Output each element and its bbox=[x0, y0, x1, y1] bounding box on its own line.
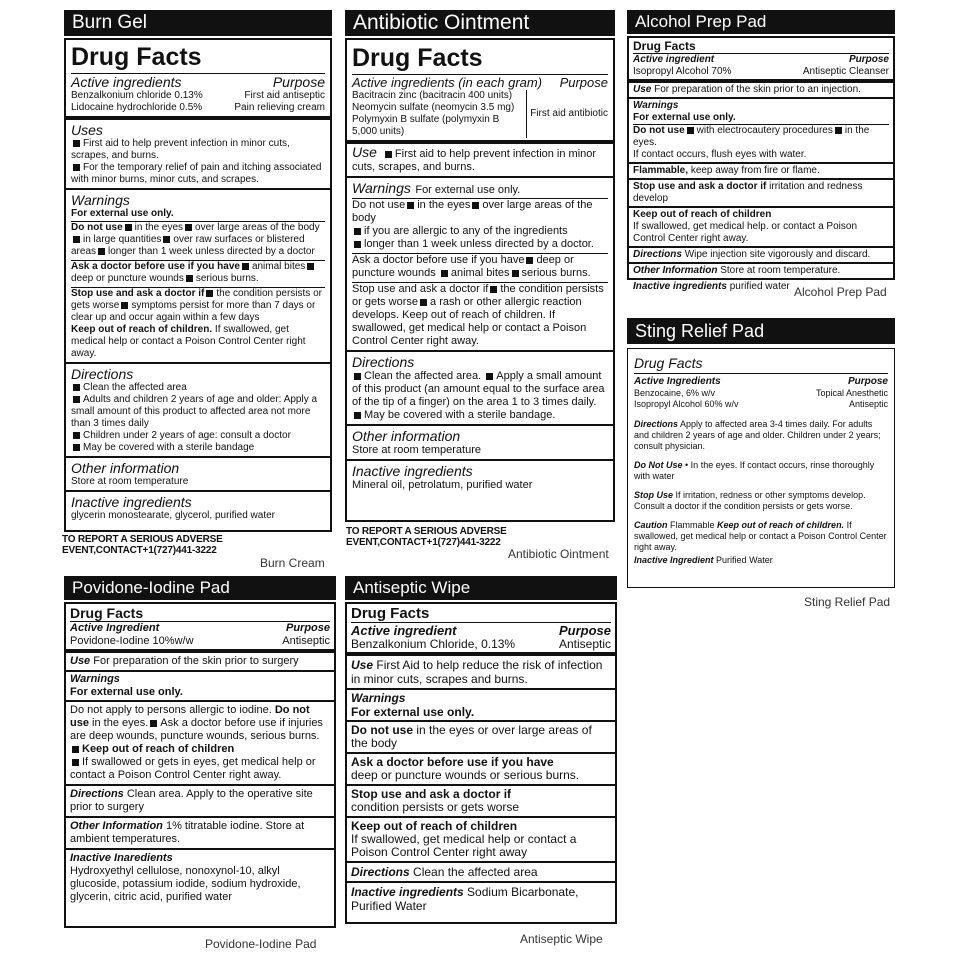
purpose: Pain relieving cream bbox=[234, 102, 325, 113]
bullet-icon bbox=[472, 202, 479, 209]
antibiotic-caption: Antibiotic Ointment bbox=[508, 547, 609, 561]
warning-item: longer than 1 week unless directed by a doctor. bbox=[364, 238, 594, 250]
external-use: For external use only. bbox=[71, 208, 174, 219]
antibiotic-title: Antibiotic Ointment bbox=[353, 11, 530, 34]
flammable-text: keep away from fire or flame. bbox=[690, 165, 820, 176]
other-info-label: Other Information bbox=[633, 265, 718, 276]
do-not-use-label: Do not use bbox=[70, 704, 310, 729]
bullet-icon bbox=[354, 228, 361, 235]
bullet-icon bbox=[206, 290, 213, 297]
use-label: Use bbox=[70, 655, 91, 667]
bullet-icon bbox=[354, 241, 361, 248]
keep-out-label: Keep out of reach of children bbox=[82, 743, 235, 755]
use-label: Use bbox=[352, 144, 377, 160]
keep-out-text: If swallowed, get medical help or contact a Poison Control Center right away bbox=[351, 832, 577, 859]
do-not-use-label: Do not use bbox=[633, 125, 685, 136]
inactive-label: Inactive ingredients bbox=[71, 494, 192, 510]
bullet-icon bbox=[163, 236, 170, 243]
alcohol-title: Alcohol Prep Pad bbox=[635, 12, 767, 31]
direction-item: May be covered with a sterile bandage. bbox=[364, 409, 556, 421]
inactive-text: glycerin monostearate, glycerol, purified water bbox=[71, 510, 275, 521]
warnings-label: Warnings bbox=[70, 673, 120, 685]
ingredient: Benzocaine, 6% w/v bbox=[634, 388, 716, 398]
purpose-label: Purpose bbox=[847, 376, 888, 387]
warning-item: serious burns. bbox=[195, 273, 259, 284]
direction-item: Clean the affected area bbox=[83, 382, 187, 393]
warning-item: over large areas of the body bbox=[195, 222, 320, 233]
inactive-label: Inactive ingredients bbox=[352, 463, 473, 479]
wipe-title: Antiseptic Wipe bbox=[353, 578, 471, 597]
use-label: Use bbox=[633, 84, 652, 95]
bullet-icon bbox=[354, 412, 361, 419]
warnings-label: Warnings bbox=[352, 180, 411, 196]
keep-out-label: Keep out of reach of children. bbox=[717, 520, 845, 530]
warning-item: Ask a doctor before use if injuries are deep wounds, puncture wounds, serious burns. bbox=[70, 717, 323, 742]
active-ingredients-label: Active ingredients bbox=[71, 74, 182, 90]
directions-label: Directions bbox=[70, 788, 124, 800]
warning-item: in large quantities bbox=[83, 234, 162, 245]
directions-text: Clean the affected area bbox=[413, 865, 538, 879]
sting-panel bbox=[627, 318, 895, 588]
bullet-icon bbox=[98, 248, 105, 255]
warning-item: animal bites bbox=[450, 267, 510, 279]
bullet-icon bbox=[185, 224, 192, 231]
ingredient: Polymyxin B sulfate (polymyxin B 5,000 units) bbox=[352, 114, 500, 137]
povidone-title: Povidone-Iodine Pad bbox=[72, 578, 230, 597]
inactive-label: Inactive ingredients bbox=[351, 885, 464, 899]
use-text: For preparation of the skin prior to surgery bbox=[93, 655, 299, 667]
bullet-icon bbox=[354, 373, 361, 380]
antibiotic-drug-facts bbox=[345, 38, 615, 522]
warning-item: deep or puncture wounds bbox=[352, 254, 574, 279]
active-ingredients-label: Active ingredients (in each gram) bbox=[352, 75, 543, 90]
warning-item: over raw surfaces or blistered areas bbox=[71, 234, 305, 257]
bullet-icon bbox=[420, 299, 427, 306]
ingredient: Lidocaine hydrochloride 0.5% bbox=[71, 102, 203, 113]
bullet-icon bbox=[307, 263, 314, 270]
antibiotic-panel bbox=[345, 10, 615, 522]
burn-gel-caption: Burn Cream bbox=[260, 556, 325, 570]
warning-item: if you are allergic to any of the ingredients bbox=[364, 225, 568, 237]
stop-use-text: If irritation, redness or other symptoms develop. Consult a doctor if the condition persists or gets worse. bbox=[634, 490, 866, 511]
warning-item: If contact occurs, flush eyes with water. bbox=[633, 149, 807, 160]
bullet-icon bbox=[407, 202, 414, 209]
bullet-icon bbox=[385, 151, 392, 158]
direction-item: May be covered with a sterile bandage bbox=[83, 442, 255, 453]
bullet-icon bbox=[486, 373, 493, 380]
purpose: Antiseptic Cleanser bbox=[802, 66, 889, 77]
purpose: Antiseptic bbox=[558, 637, 611, 651]
active-ingredients-label: Active Ingredients bbox=[634, 376, 721, 387]
use-label: Use bbox=[351, 658, 374, 672]
keep-out-label: Keep out of reach of children bbox=[351, 819, 518, 833]
external-use: For external use only. bbox=[633, 112, 736, 123]
do-not-use-label: Do not use bbox=[352, 199, 406, 211]
purpose: Antiseptic bbox=[282, 635, 330, 647]
alcohol-panel bbox=[627, 10, 895, 292]
purpose: First aid antibiotic bbox=[530, 108, 608, 119]
other-info-label: Other information bbox=[71, 460, 180, 476]
bullet-icon bbox=[72, 759, 79, 766]
warning-item: a rash or other allergic reaction develops. bbox=[352, 296, 582, 321]
warning-item: longer than 1 week unless directed by a doctor bbox=[108, 246, 315, 257]
direction-item: Apply a small amount of this product (an amount equal to the surface area of the tip of a finger) on the area 1 to 3 times daily. bbox=[352, 370, 605, 408]
caution-label: Caution bbox=[634, 520, 668, 530]
warnings-label: Warnings bbox=[71, 192, 130, 208]
keep-out-text: If swallowed, get medical help. or contact a Poison Control Center right away. bbox=[633, 221, 858, 244]
directions-text: Wipe injection site vigorously and discard. bbox=[684, 249, 871, 260]
purpose-label: Purpose bbox=[285, 622, 330, 634]
other-info-text: 1% titratable iodine. Store at ambient temperatures. bbox=[70, 820, 305, 845]
directions-label: Directions bbox=[633, 249, 682, 260]
do-not-use-label: Do not use bbox=[351, 723, 413, 737]
external-use: For external use only. bbox=[351, 705, 475, 719]
burn-gel-drug-facts bbox=[64, 38, 332, 532]
alcohol-header bbox=[627, 10, 895, 34]
bullet-icon bbox=[490, 286, 497, 293]
use-item: First aid to help prevent infection in minor cuts, scrapes, and burns. bbox=[71, 138, 290, 161]
stop-use-label: Stop use and ask a doctor if bbox=[352, 283, 489, 295]
povidone-header bbox=[64, 576, 336, 600]
direction-item: Adults and children 2 years of age and older: Apply a small amount of this product to affected area not more than 3 times daily bbox=[71, 394, 318, 429]
keep-out-label: Keep out of reach of children. bbox=[71, 324, 213, 335]
purpose-label: Purpose bbox=[558, 623, 611, 638]
warning-item: in the eyes bbox=[417, 199, 471, 211]
direction-item: Clean the affected area. bbox=[364, 370, 482, 382]
bullet-icon bbox=[150, 720, 157, 727]
caution-text: If swallowed, get medical help or contact a Poison Control Center right away. bbox=[634, 520, 887, 552]
do-not-use-text: in the eyes or over large areas of the body bbox=[351, 723, 592, 750]
purpose-label: Purpose bbox=[848, 54, 889, 65]
wipe-caption: Antiseptic Wipe bbox=[520, 932, 603, 946]
ingredient: Bacitracin zinc (bacitracin 400 units) bbox=[352, 90, 513, 101]
warning-item: deep or puncture wounds bbox=[71, 273, 184, 284]
ingredient: Benzalkonium chloride 0.13% bbox=[71, 90, 203, 101]
inactive-text: purified water bbox=[729, 281, 790, 292]
antibiotic-header bbox=[345, 10, 615, 36]
bullet-icon bbox=[73, 164, 80, 171]
inactive-label: Inactive Ingredient bbox=[634, 555, 714, 565]
directions-text: Apply to affected area 3-4 times daily. For adults and children 2 years of age and older. Children under 2 years; consult physician. bbox=[634, 419, 881, 451]
other-info-label: Other information bbox=[352, 428, 461, 444]
bullet-icon bbox=[73, 396, 80, 403]
warning-item: in the eyes. bbox=[92, 717, 149, 729]
ingredient: Isopropyl Alcohol 70% bbox=[633, 66, 732, 77]
ingredient: Isopropyl Alcohol 60% w/v bbox=[634, 399, 739, 409]
warnings-label: Warnings bbox=[633, 100, 679, 111]
drug-facts-title: Drug Facts bbox=[352, 44, 483, 72]
stop-use-label: Stop Use bbox=[634, 490, 674, 500]
warning-item: symptoms persist for more than 7 days or clear up and occur again within a few days bbox=[71, 300, 316, 323]
bullet-icon bbox=[687, 127, 694, 134]
other-info-label: Other Information bbox=[70, 820, 163, 832]
bullet-icon bbox=[121, 302, 128, 309]
ingredient: Benzalkonium Chloride, 0.13% bbox=[351, 637, 516, 651]
inactive-text: Purified Water bbox=[716, 555, 773, 565]
warning-item: animal bites bbox=[251, 261, 306, 272]
inactive-label: Inactive Inaredients bbox=[70, 852, 173, 864]
warning-item: in the eyes bbox=[134, 222, 184, 233]
uses-label: Uses bbox=[71, 122, 103, 138]
bullet-icon bbox=[72, 746, 79, 753]
bullet-icon bbox=[73, 432, 80, 439]
use-text: First Aid to help reduce the risk of infection in minor cuts, scrapes and burns. bbox=[351, 658, 603, 686]
ask-doctor-label: Ask a doctor before use if you have bbox=[352, 254, 525, 266]
inactive-text: Hydroxyethyl cellulose, nonoxynol-10, alkyl glucoside, potassium iodide, sodium hydroxide, glycerin, citric acid, purified water bbox=[70, 865, 301, 903]
external-use: For external use only. bbox=[415, 184, 521, 196]
wipe-header bbox=[345, 576, 617, 600]
purpose: First aid antiseptic bbox=[244, 90, 325, 101]
antibiotic-adverse-event: TO REPORT A SERIOUS ADVERSE EVENT,CONTACT+1(727)441-3222 bbox=[346, 526, 507, 548]
stop-use-text: irritation and redness develop bbox=[633, 181, 863, 204]
directions-label: Directions bbox=[71, 366, 134, 382]
burn-gel-adverse-event: TO REPORT A SERIOUS ADVERSE EVENT,CONTACT+1(727)441-3222 bbox=[62, 534, 223, 556]
wipe-drug-facts bbox=[345, 602, 617, 924]
bullet-icon bbox=[835, 127, 842, 134]
warning-item: in the eyes. bbox=[633, 125, 870, 148]
keep-out-text: If swallowed, get medical help or contact a Poison Control Center right away. bbox=[71, 324, 306, 359]
directions-label: Directions bbox=[351, 865, 410, 879]
purpose-label: Purpose bbox=[272, 74, 325, 90]
do-not-use-text: • In the eyes. If contact occurs, rinse thoroughly with water bbox=[634, 460, 875, 481]
warnings-label: Warnings bbox=[351, 691, 406, 705]
direction-item: Children under 2 years of age: consult a doctor bbox=[83, 430, 291, 441]
alcohol-caption: Alcohol Prep Pad bbox=[794, 285, 887, 299]
burn-gel-title: Burn Gel bbox=[72, 12, 147, 33]
do-not-use-label: Do Not Use bbox=[634, 460, 683, 470]
inactive-text: Sodium Bicarbonate, Purified Water bbox=[351, 885, 579, 913]
warning-item: Do not apply to persons allergic to iodine. bbox=[70, 704, 272, 716]
warning-item: with electrocautery procedures bbox=[696, 125, 833, 136]
caution-text: Flammable bbox=[670, 520, 715, 530]
sting-header bbox=[627, 318, 895, 344]
purpose: Antiseptic bbox=[848, 399, 888, 409]
other-info-text: Store at room temperature. bbox=[720, 265, 841, 276]
ingredient: Povidone-Iodine 10%w/w bbox=[70, 635, 194, 647]
other-info-text: Store at room temperature bbox=[71, 476, 189, 487]
stop-use-label: Stop use and ask a doctor if bbox=[633, 181, 767, 192]
povidone-panel bbox=[64, 576, 336, 928]
bullet-icon bbox=[125, 224, 132, 231]
drug-facts-title: Drug Facts bbox=[633, 39, 696, 53]
keep-out-label: Keep out of reach of children bbox=[633, 209, 772, 220]
drug-facts-title: Drug Facts bbox=[71, 43, 202, 71]
directions-label: Directions bbox=[352, 354, 415, 370]
flammable-label: Flammable, bbox=[633, 165, 689, 176]
stop-use-text: condition persists or gets worse bbox=[351, 800, 520, 814]
wipe-panel bbox=[345, 576, 617, 924]
warning-item: the condition persists or gets worse bbox=[71, 288, 322, 311]
warning-item: If swallowed or gets in eyes, get medical help or contact a Poison Control Center right away. bbox=[70, 756, 316, 781]
purpose-label: Purpose bbox=[559, 75, 608, 90]
warning-item: the condition persists or gets worse bbox=[352, 283, 604, 308]
use-text: First aid to help prevent infection in minor cuts, scrapes, and burns. bbox=[352, 148, 597, 173]
drug-facts-title: Drug Facts bbox=[351, 605, 430, 622]
purpose: Topical Anesthetic bbox=[815, 388, 888, 398]
ingredient: Neomycin sulfate (neomycin 3.5 mg) bbox=[352, 102, 515, 113]
inactive-text: Mineral oil, petrolatum, purified water bbox=[352, 479, 533, 491]
other-info-text: Store at room temperature bbox=[352, 444, 482, 456]
external-use: For external use only. bbox=[70, 686, 183, 698]
sting-title: Sting Relief Pad bbox=[635, 320, 765, 341]
drug-facts-title: Drug Facts bbox=[634, 355, 888, 374]
ask-doctor-text: deep or puncture wounds or serious burns. bbox=[351, 768, 580, 782]
bullet-icon bbox=[186, 275, 193, 282]
ask-doctor-label: Ask a doctor before use if you have bbox=[71, 261, 240, 272]
stop-use-label: Stop use and ask a doctor if bbox=[71, 288, 205, 299]
bullet-icon bbox=[512, 270, 519, 277]
active-ingredients-label: Active Ingredient bbox=[70, 622, 160, 634]
bullet-icon bbox=[441, 270, 448, 277]
sting-caption: Sting Relief Pad bbox=[804, 595, 891, 609]
bullet-icon bbox=[526, 257, 533, 264]
stop-use-label: Stop use and ask a doctor if bbox=[351, 787, 512, 801]
directions-text: Clean area. Apply to the operative site prior to surgery bbox=[70, 788, 313, 813]
povidone-drug-facts bbox=[64, 602, 336, 928]
keep-out-text: Keep out of reach of children. If swallowed, get medical help or contact a Poison Control Center right away. bbox=[352, 309, 587, 347]
use-item: For the temporary relief of pain and itching associated with minor burns, minor cuts, and scrapes. bbox=[71, 162, 322, 185]
burn-gel-header bbox=[64, 10, 332, 36]
warning-item: over large areas of the body bbox=[352, 199, 593, 224]
bullet-icon bbox=[73, 384, 80, 391]
directions-label: Directions bbox=[634, 419, 679, 429]
do-not-use-label: Do not use bbox=[71, 222, 123, 233]
active-ingredients-label: Active ingredient bbox=[633, 54, 715, 65]
povidone-caption: Povidone-Iodine Pad bbox=[205, 937, 317, 951]
drug-facts-title: Drug Facts bbox=[70, 605, 144, 621]
bullet-icon bbox=[242, 263, 249, 270]
bullet-icon bbox=[73, 140, 80, 147]
warning-item: serious burns. bbox=[521, 267, 591, 279]
bullet-icon bbox=[73, 444, 80, 451]
use-text: For preparation of the skin prior to an injection. bbox=[654, 84, 861, 95]
bullet-icon bbox=[73, 236, 80, 243]
burn-gel-panel bbox=[64, 10, 332, 532]
inactive-label: Inactive ingredients bbox=[633, 281, 727, 292]
active-ingredients-label: Active ingredient bbox=[351, 623, 457, 638]
sting-drug-facts bbox=[627, 348, 895, 588]
ask-doctor-label: Ask a doctor before use if you have bbox=[351, 755, 554, 769]
